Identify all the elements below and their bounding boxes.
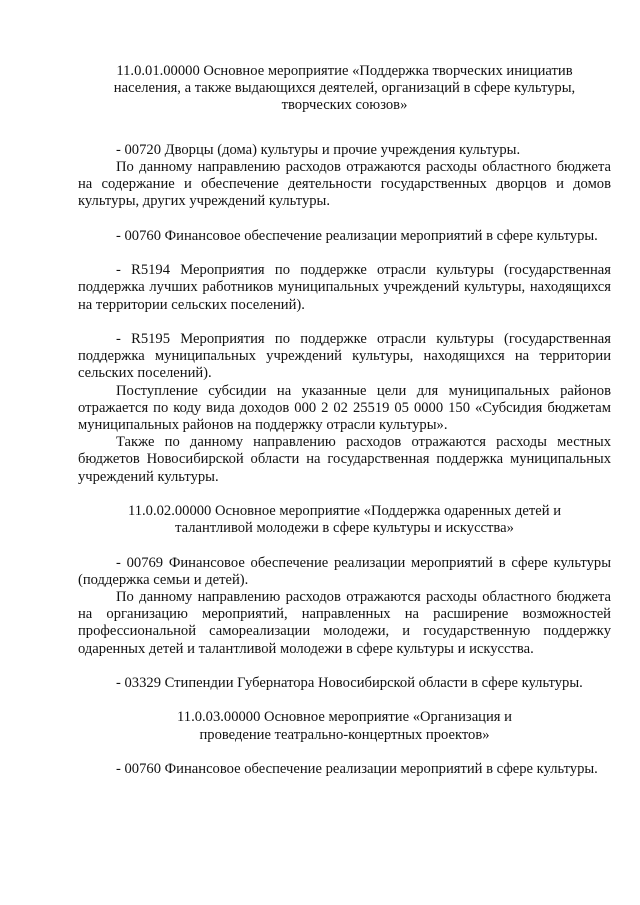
item-r5194: - R5194 Мероприятия по поддержке отрасли культуры (государственная поддержка лучших работников муниципальных учреждений культуры, находящихся на территории сельских поселений). — [78, 262, 611, 313]
section-heading-11-0-02 — [78, 503, 611, 537]
document-page — [78, 63, 611, 778]
item-r5195: - R5195 Мероприятия по поддержке отрасли культуры (государственная поддержка муниципальных учреждений культуры, находящихся на территории сельских поселений). — [78, 330, 611, 382]
paragraph-text: По данному направлению расходов отражаются расходы областного бюджета на организацию мероприятий, направленных на расширение возможностей профессиональной самореализации молодежи, и государственную поддержку одаренных детей и талантливой молодежи в сфере культуры и искусства. — [78, 589, 611, 657]
item-00720: - 00720 Дворцы (дома) культуры и прочие учреждения культуры. — [116, 141, 521, 158]
heading-line: талантливой молодежи в сфере культуры и искусства» — [175, 520, 514, 537]
heading-line: творческих союзов» — [281, 97, 408, 114]
paragraph-text: По данному направлению расходов отражаются расходы областного бюджета на содержание и обеспечение деятельности государственных дворцов и домов культуры, других учреждений культуры. — [78, 159, 611, 210]
heading-line: 11.0.01.00000 Основное мероприятие «Поддержка творческих инициатив — [116, 63, 573, 79]
item-00760-second: - 00760 Финансовое обеспечение реализации мероприятий в сфере культуры. — [116, 760, 598, 777]
section-heading-11-0-01 — [78, 63, 611, 115]
paragraph-text: Также по данному направлению расходов отражаются расходы местных бюджетов Новосибирской области на государственная поддержка муниципальных учреждений культуры. — [78, 434, 611, 485]
item-00769: - 00769 Финансовое обеспечение реализации мероприятий в сфере культуры (поддержка семьи и детей). — [78, 554, 611, 588]
paragraph-text: Поступление субсидии на указанные цели для муниципальных районов отражается по коду вида доходов 000 2 02 25519 05 0000 150 «Субсидия бюджетам муниципальных районов на поддержку отрасли культуры». — [78, 382, 611, 433]
section-heading-11-0-03 — [78, 709, 611, 743]
item-00760: - 00760 Финансовое обеспечение реализации мероприятий в сфере культуры. — [116, 227, 598, 244]
heading-line: 11.0.02.00000 Основное мероприятие «Поддержка одаренных детей и — [127, 503, 562, 519]
item-03329: - 03329 Стипендии Губернатора Новосибирской области в сфере культуры. — [116, 675, 583, 691]
heading-line: 11.0.03.00000 Основное мероприятие «Организация и — [177, 709, 512, 726]
heading-line: населения, а также выдающихся деятелей, организаций в сфере культуры, — [113, 80, 576, 97]
heading-line: проведение театрально-концертных проектов» — [199, 726, 490, 743]
